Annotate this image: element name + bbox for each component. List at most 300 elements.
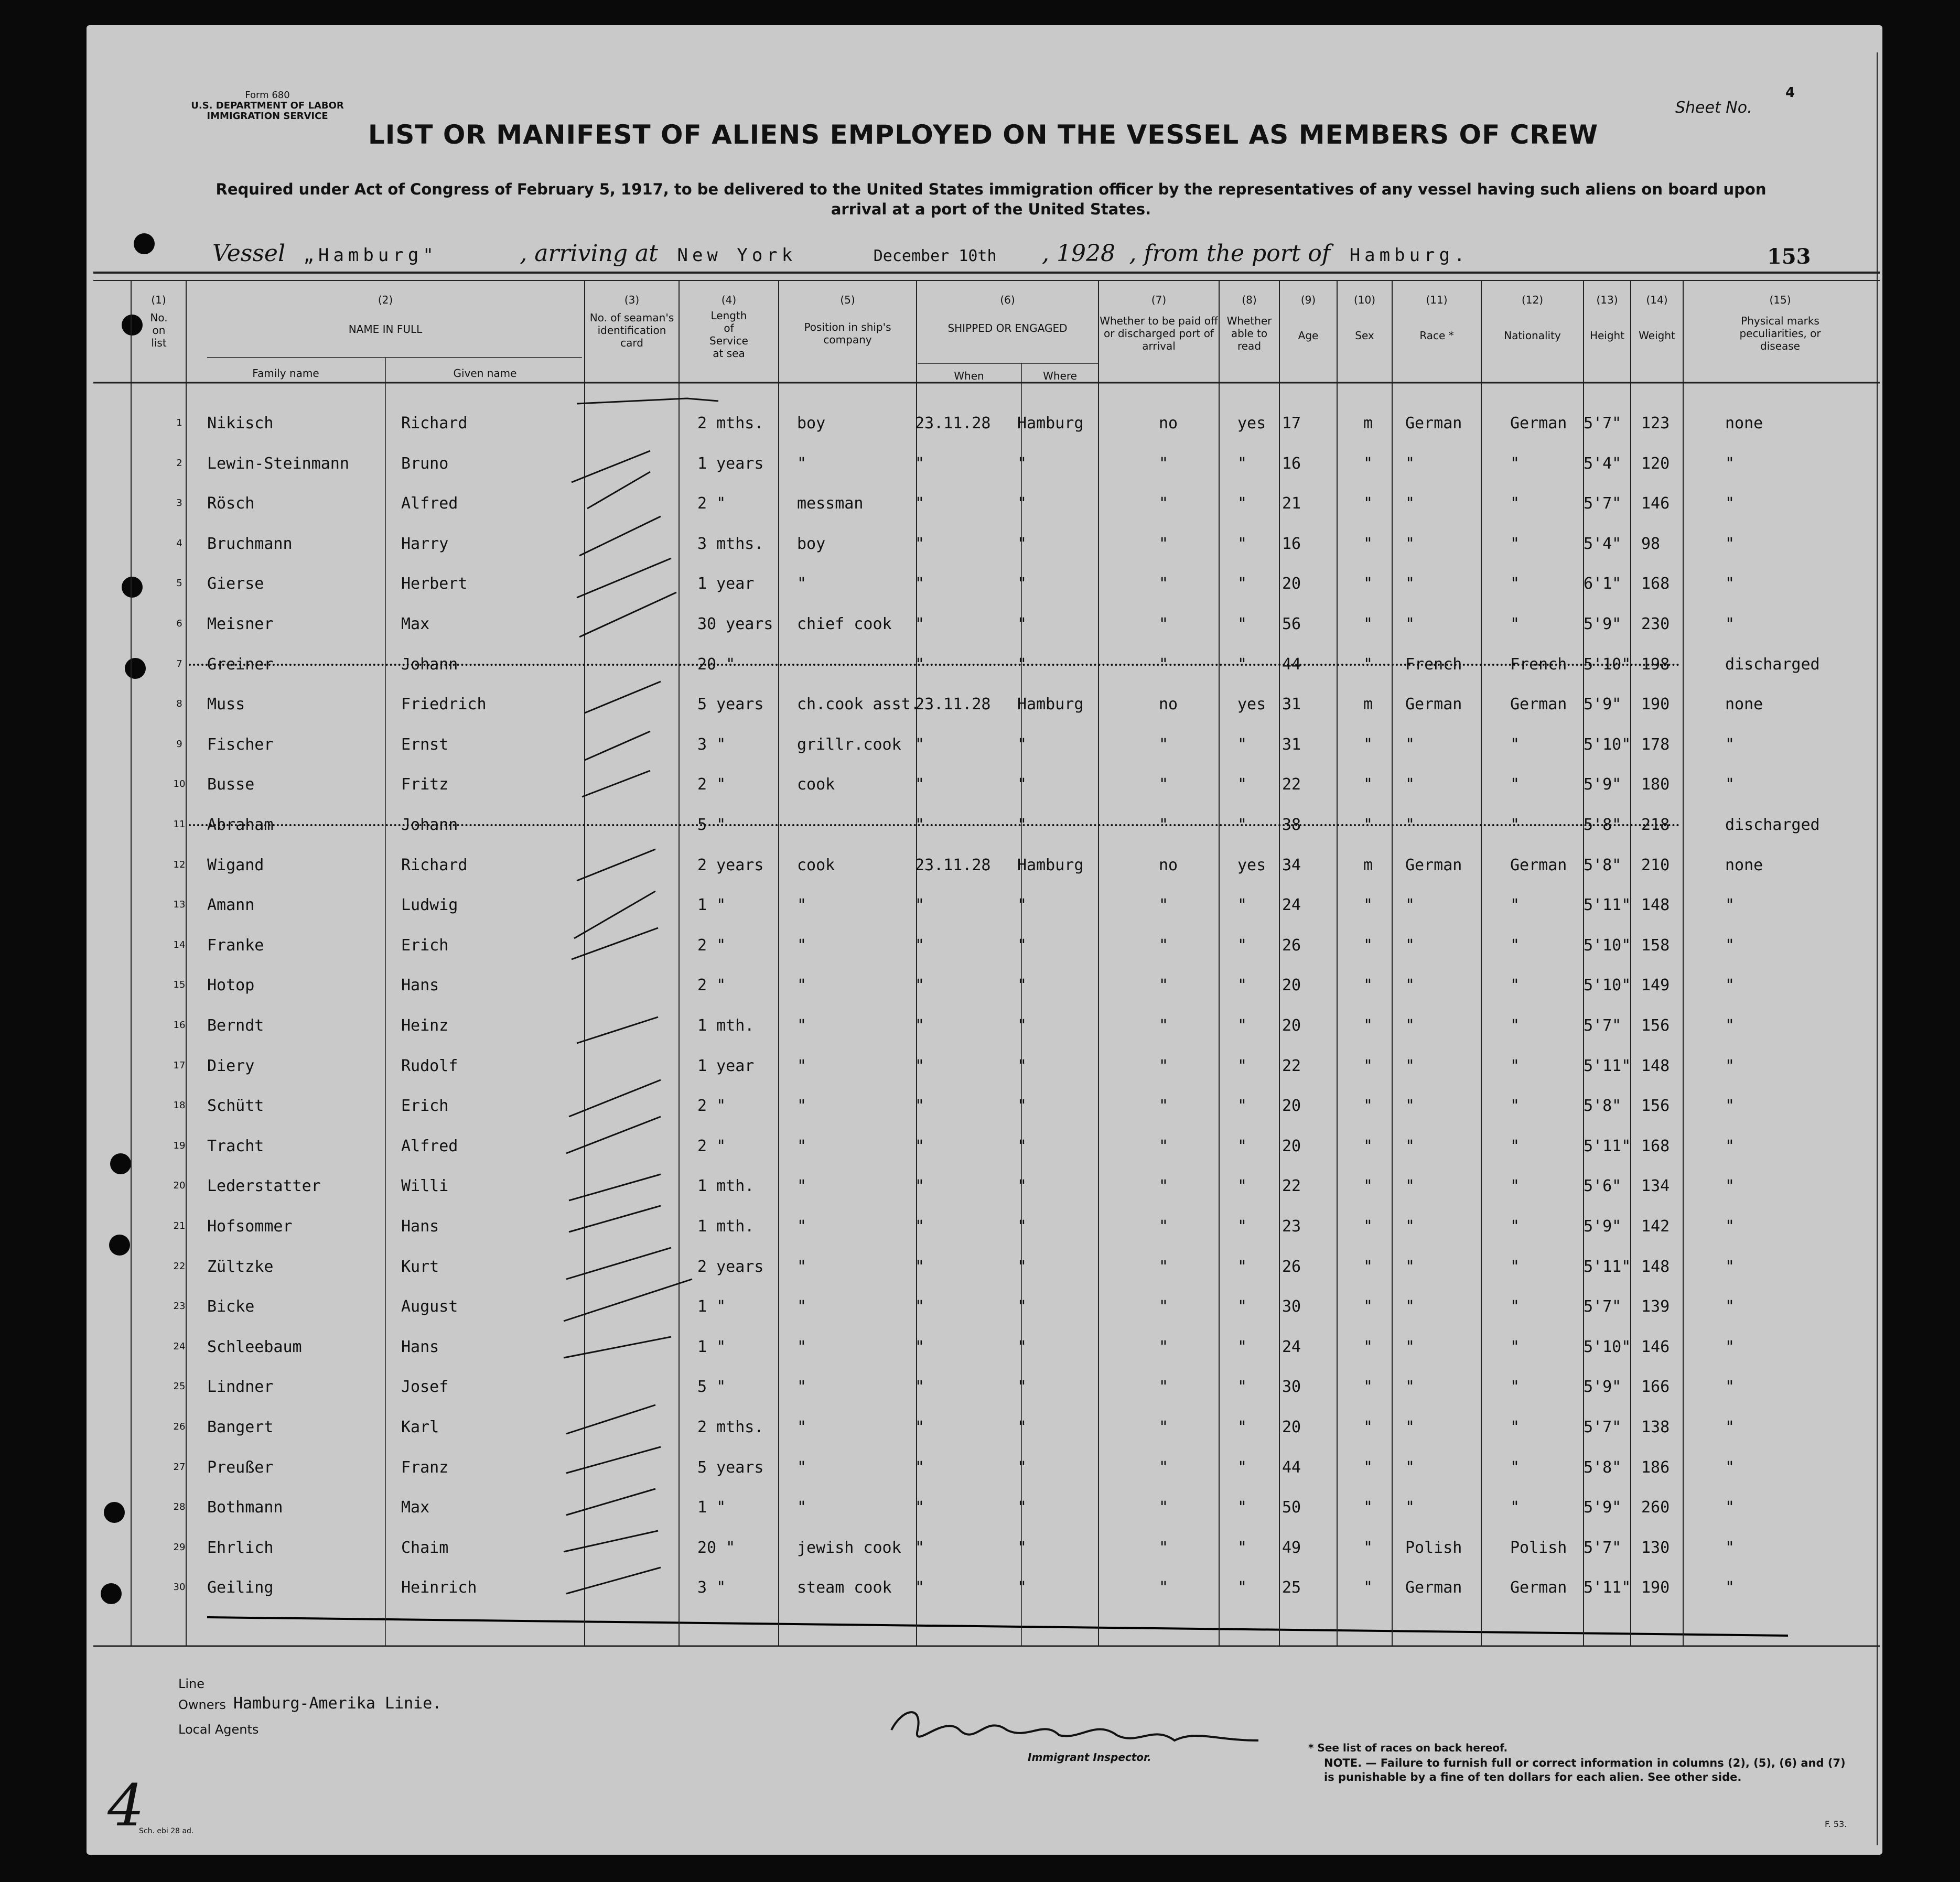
col7-header xyxy=(1099,294,1219,352)
sex-cell: " xyxy=(1363,1338,1373,1356)
able-to-read-cell: " xyxy=(1237,1378,1247,1396)
able-to-read-cell: " xyxy=(1237,494,1247,513)
weight-cell: 146 xyxy=(1641,1338,1670,1356)
shipped-when-cell: " xyxy=(915,936,925,955)
height-cell: 5'10" xyxy=(1584,736,1631,754)
col9-header xyxy=(1279,294,1337,342)
age-cell: 25 xyxy=(1282,1578,1301,1597)
family-name-cell: Rösch xyxy=(207,494,255,513)
service-length-cell: 1 " xyxy=(697,1338,726,1356)
service-length-cell: 2 " xyxy=(697,976,726,994)
sex-cell: " xyxy=(1363,1578,1373,1597)
service-length-cell: 2 " xyxy=(697,494,726,513)
corner-page-number: 4 xyxy=(107,1772,144,1839)
given-name-cell: Kurt xyxy=(401,1258,439,1276)
col9-title: Age xyxy=(1298,329,1319,342)
service-length-cell: 1 year xyxy=(697,575,755,593)
position-cell: " xyxy=(797,1458,807,1477)
race-cell: " xyxy=(1405,1378,1415,1396)
shipped-where-cell: " xyxy=(1017,976,1027,994)
row-number: 21 xyxy=(173,1220,186,1231)
physical-marks-cell: " xyxy=(1725,1338,1735,1356)
age-cell: 20 xyxy=(1282,976,1301,994)
department: U.S. DEPARTMENT OF LABOR xyxy=(191,100,344,111)
given-name-cell: Johann xyxy=(401,655,458,674)
height-cell: 5'11" xyxy=(1584,1578,1631,1597)
physical-marks-cell: " xyxy=(1725,1578,1735,1597)
position-cell: grillr.cook xyxy=(797,736,901,754)
family-name-cell: Greiner xyxy=(207,655,274,674)
nationality-cell: " xyxy=(1510,1137,1520,1155)
col10-header xyxy=(1337,294,1392,342)
able-to-read-cell: " xyxy=(1237,816,1247,834)
shipped-where-cell: " xyxy=(1017,1458,1027,1477)
shipped-where-cell: " xyxy=(1017,494,1027,513)
col1-header xyxy=(131,294,186,349)
paid-off-cell: " xyxy=(1159,976,1169,994)
family-name-cell: Bruchmann xyxy=(207,535,293,553)
physical-marks-cell: " xyxy=(1725,1177,1735,1195)
shipped-where-cell: " xyxy=(1017,1016,1027,1035)
given-name-cell: Max xyxy=(401,615,430,633)
service-length-cell: 3 " xyxy=(697,736,726,754)
sex-cell: " xyxy=(1363,1258,1373,1276)
age-cell: 23 xyxy=(1282,1217,1301,1236)
sex-cell: " xyxy=(1363,1539,1373,1557)
given-name-cell: Chaim xyxy=(401,1539,449,1557)
service-length-cell: 20 " xyxy=(697,1539,736,1557)
service-length-cell: 1 mth. xyxy=(697,1177,755,1195)
physical-marks-cell: " xyxy=(1725,1498,1735,1517)
family-name-cell: Wigand xyxy=(207,856,264,874)
sex-cell: " xyxy=(1363,976,1373,994)
nationality-cell: German xyxy=(1510,856,1567,874)
given-name-cell: Max xyxy=(401,1498,430,1517)
col3-title: No. of seaman's identification card xyxy=(589,311,674,349)
physical-marks-cell: none xyxy=(1725,695,1763,713)
col2-number: (2) xyxy=(378,294,393,306)
position-cell: " xyxy=(797,1177,807,1195)
strikethrough-line xyxy=(189,824,1681,826)
family-name-cell: Ehrlich xyxy=(207,1539,274,1557)
nationality-cell: Polish xyxy=(1510,1539,1567,1557)
nationality-cell: " xyxy=(1510,1057,1520,1075)
race-cell: " xyxy=(1405,1097,1415,1115)
physical-marks-cell: " xyxy=(1725,896,1735,914)
col7-number: (7) xyxy=(1151,294,1167,306)
physical-marks-cell: " xyxy=(1725,455,1735,473)
sex-cell: " xyxy=(1363,1097,1373,1115)
row-number: 18 xyxy=(173,1100,186,1111)
race-cell: " xyxy=(1405,1258,1415,1276)
paid-off-cell: " xyxy=(1159,1016,1169,1035)
shipped-when-cell: " xyxy=(915,1378,925,1396)
row-number: 23 xyxy=(173,1301,186,1312)
nationality-cell: " xyxy=(1510,936,1520,955)
weight-cell: 180 xyxy=(1641,775,1670,794)
race-cell: " xyxy=(1405,615,1415,633)
service-length-cell: 1 " xyxy=(697,1498,726,1517)
weight-cell: 123 xyxy=(1641,414,1670,432)
family-name-cell: Zültzke xyxy=(207,1258,274,1276)
shipped-when-cell: " xyxy=(915,896,925,914)
able-to-read-cell: " xyxy=(1237,896,1247,914)
owners-label: Owners xyxy=(178,1697,226,1712)
physical-marks-cell: " xyxy=(1725,1097,1735,1115)
race-cell: " xyxy=(1405,575,1415,593)
print-code: Sch. ebi 28 ad. xyxy=(139,1827,194,1835)
col2b-title: Given name xyxy=(453,367,517,380)
race-cell: " xyxy=(1405,1177,1415,1195)
family-name-cell: Abraham xyxy=(207,816,274,834)
paid-off-cell: " xyxy=(1159,1578,1169,1597)
position-cell: chief cook xyxy=(797,615,892,633)
height-cell: 5'11" xyxy=(1584,1137,1631,1155)
paid-off-cell: " xyxy=(1159,1177,1169,1195)
shipped-when-cell: " xyxy=(915,1097,925,1115)
shipped-where-cell: " xyxy=(1017,1539,1027,1557)
height-cell: 5'9" xyxy=(1584,615,1622,633)
paid-off-cell: " xyxy=(1159,1297,1169,1316)
family-name-cell: Berndt xyxy=(207,1016,264,1035)
col3-number: (3) xyxy=(624,294,640,306)
row-number: 24 xyxy=(173,1341,186,1352)
service-length-cell: 1 mth. xyxy=(697,1016,755,1035)
sex-cell: " xyxy=(1363,1498,1373,1517)
race-cell: German xyxy=(1405,856,1462,874)
col12-title: Nationality xyxy=(1504,329,1561,342)
year-prefix: , 19 xyxy=(1042,240,1086,267)
family-name-cell: Bothmann xyxy=(207,1498,283,1517)
paid-off-cell: " xyxy=(1159,1137,1169,1155)
position-cell: " xyxy=(797,1097,807,1115)
race-cell: French xyxy=(1405,655,1462,674)
shipped-when-cell: " xyxy=(915,736,925,754)
row-number: 30 xyxy=(173,1582,186,1593)
sex-cell: " xyxy=(1363,936,1373,955)
inspector-label: Immigrant Inspector. xyxy=(1028,1751,1151,1764)
nationality-cell: " xyxy=(1510,775,1520,794)
row-number: 5 xyxy=(176,578,182,589)
position-cell: " xyxy=(797,575,807,593)
nationality-cell: " xyxy=(1510,1016,1520,1035)
family-name-cell: Gierse xyxy=(207,575,264,593)
race-cell: " xyxy=(1405,1297,1415,1316)
paid-off-cell: " xyxy=(1159,535,1169,553)
service-length-cell: 1 " xyxy=(697,1297,726,1316)
age-cell: 44 xyxy=(1282,1458,1301,1477)
sex-cell: m xyxy=(1363,414,1373,432)
shipped-when-cell: " xyxy=(915,615,925,633)
sex-cell: " xyxy=(1363,535,1373,553)
row-number: 16 xyxy=(173,1020,186,1031)
weight-cell: 158 xyxy=(1641,936,1670,955)
service-length-cell: 5 years xyxy=(697,1458,764,1477)
physical-marks-cell: " xyxy=(1725,1057,1735,1075)
physical-marks-cell: " xyxy=(1725,1539,1735,1557)
service-length-cell: 2 mths. xyxy=(697,414,764,432)
physical-marks-cell: discharged xyxy=(1725,816,1820,834)
paid-off-cell: " xyxy=(1159,1057,1169,1075)
physical-marks-cell: " xyxy=(1725,976,1735,994)
family-name-cell: Franke xyxy=(207,936,264,955)
col10-title: Sex xyxy=(1355,329,1374,342)
position-cell: " xyxy=(797,1137,807,1155)
able-to-read-cell: " xyxy=(1237,1338,1247,1356)
shipped-when-cell: 23.11.28 xyxy=(915,695,991,713)
col15-header xyxy=(1683,294,1877,352)
row-number: 10 xyxy=(173,778,186,789)
check-marks xyxy=(564,398,718,1594)
height-cell: 5'11" xyxy=(1584,1057,1631,1075)
shipped-when-cell: " xyxy=(915,1217,925,1236)
height-cell: 5'8" xyxy=(1584,856,1622,874)
able-to-read-cell: " xyxy=(1237,1097,1247,1115)
paid-off-cell: " xyxy=(1159,896,1169,914)
family-name-cell: Lederstatter xyxy=(207,1177,321,1195)
shipped-where-cell: " xyxy=(1017,1297,1027,1316)
height-cell: 5'8" xyxy=(1584,1458,1622,1477)
sex-cell: m xyxy=(1363,695,1373,713)
position-cell: messman xyxy=(797,494,864,513)
sex-cell: " xyxy=(1363,615,1373,633)
shipped-when-cell: " xyxy=(915,976,925,994)
height-cell: 5'9" xyxy=(1584,1217,1622,1236)
position-cell: " xyxy=(797,1338,807,1356)
weight-cell: 166 xyxy=(1641,1378,1670,1396)
paid-off-cell: " xyxy=(1159,1338,1169,1356)
paid-off-cell: " xyxy=(1159,816,1169,834)
nationality-cell: " xyxy=(1510,1378,1520,1396)
service-length-cell: 2 " xyxy=(697,775,726,794)
given-name-cell: Willi xyxy=(401,1177,449,1195)
paid-off-cell: " xyxy=(1159,615,1169,633)
age-cell: 22 xyxy=(1282,1057,1301,1075)
age-cell: 38 xyxy=(1282,816,1301,834)
weight-cell: 210 xyxy=(1641,856,1670,874)
col6-title: SHIPPED OR ENGAGED xyxy=(947,322,1068,334)
age-cell: 31 xyxy=(1282,736,1301,754)
service-length-cell: 1 years xyxy=(697,455,764,473)
service-length-cell: 5 years xyxy=(697,695,764,713)
position-cell: " xyxy=(797,1418,807,1436)
physical-marks-cell: " xyxy=(1725,1378,1735,1396)
given-name-cell: Alfred xyxy=(401,1137,458,1155)
age-cell: 49 xyxy=(1282,1539,1301,1557)
row-number: 20 xyxy=(173,1180,186,1191)
height-cell: 5'9" xyxy=(1584,775,1622,794)
sex-cell: " xyxy=(1363,1137,1373,1155)
paid-off-cell: " xyxy=(1159,1418,1169,1436)
family-name-cell: Tracht xyxy=(207,1137,264,1155)
nationality-cell: " xyxy=(1510,1498,1520,1517)
nationality-cell: " xyxy=(1510,615,1520,633)
physical-marks-cell: " xyxy=(1725,736,1735,754)
physical-marks-cell: " xyxy=(1725,615,1735,633)
sex-cell: " xyxy=(1363,575,1373,593)
nationality-cell: " xyxy=(1510,1297,1520,1316)
weight-cell: 190 xyxy=(1641,695,1670,713)
age-cell: 24 xyxy=(1282,1338,1301,1356)
position-cell: cook xyxy=(797,856,835,874)
inspector-signature xyxy=(891,1712,1258,1740)
shipped-when-cell: " xyxy=(915,816,925,834)
weight-cell: 120 xyxy=(1641,455,1670,473)
col12-number: (12) xyxy=(1521,294,1544,306)
weight-cell: 142 xyxy=(1641,1217,1670,1236)
sex-cell: " xyxy=(1363,655,1373,674)
nationality-cell: " xyxy=(1510,976,1520,994)
row-number: 28 xyxy=(173,1501,186,1512)
able-to-read-cell: " xyxy=(1237,1137,1247,1155)
able-to-read-cell: " xyxy=(1237,976,1247,994)
able-to-read-cell: yes xyxy=(1237,695,1266,713)
age-cell: 16 xyxy=(1282,455,1301,473)
service-length-cell: 1 mth. xyxy=(697,1217,755,1236)
paid-off-cell: " xyxy=(1159,1217,1169,1236)
family-name-cell: Busse xyxy=(207,775,255,794)
shipped-where-cell: " xyxy=(1017,575,1027,593)
col1-number: (1) xyxy=(151,294,166,306)
paid-off-cell: " xyxy=(1159,736,1169,754)
service-length-cell: 3 mths. xyxy=(697,535,764,553)
height-cell: 5'8" xyxy=(1584,1097,1622,1115)
shipped-where-cell: " xyxy=(1017,655,1027,674)
col4-number: (4) xyxy=(721,294,737,306)
col5-number: (5) xyxy=(840,294,855,306)
sex-cell: " xyxy=(1363,1458,1373,1477)
race-cell: " xyxy=(1405,455,1415,473)
given-name-cell: Erich xyxy=(401,1097,449,1115)
family-name-cell: Schütt xyxy=(207,1097,264,1115)
weight-cell: 139 xyxy=(1641,1297,1670,1316)
race-cell: " xyxy=(1405,775,1415,794)
shipped-where-cell: " xyxy=(1017,1137,1027,1155)
nationality-cell: " xyxy=(1510,535,1520,553)
paid-off-cell: " xyxy=(1159,655,1169,674)
race-cell: " xyxy=(1405,896,1415,914)
departure-port: Hamburg. xyxy=(1349,245,1469,266)
weight-cell: 148 xyxy=(1641,1258,1670,1276)
age-cell: 22 xyxy=(1282,1177,1301,1195)
col8-header xyxy=(1219,294,1279,352)
age-cell: 20 xyxy=(1282,1418,1301,1436)
height-cell: 5'10" xyxy=(1584,976,1631,994)
service-length-cell: 1 year xyxy=(697,1057,755,1075)
nationality-cell: " xyxy=(1510,1258,1520,1276)
sex-cell: " xyxy=(1363,1016,1373,1035)
physical-marks-cell: " xyxy=(1725,1217,1735,1236)
age-cell: 20 xyxy=(1282,1016,1301,1035)
arrival-date: December 10th xyxy=(873,247,997,265)
col3-header xyxy=(585,294,679,349)
given-name-cell: Franz xyxy=(401,1458,449,1477)
height-cell: 5'7" xyxy=(1584,1539,1622,1557)
vessel-name: „Hamburg" xyxy=(303,245,438,266)
shipped-when-cell: " xyxy=(915,1057,925,1075)
nationality-cell: German xyxy=(1510,414,1567,432)
nationality-cell: " xyxy=(1510,1418,1520,1436)
col1-title: No. on list xyxy=(150,311,168,349)
shipped-where-cell: " xyxy=(1017,1578,1027,1597)
shipped-when-cell: " xyxy=(915,1539,925,1557)
shipped-when-cell: " xyxy=(915,455,925,473)
physical-marks-cell: " xyxy=(1725,575,1735,593)
position-cell: " xyxy=(797,1057,807,1075)
weight-cell: 260 xyxy=(1641,1498,1670,1517)
service-length-cell: 1 " xyxy=(697,896,726,914)
weight-cell: 168 xyxy=(1641,575,1670,593)
position-cell: " xyxy=(797,1498,807,1517)
race-cell: " xyxy=(1405,1458,1415,1477)
height-cell: 5'9" xyxy=(1584,1378,1622,1396)
races-note: * See list of races on back hereof. xyxy=(1308,1742,1508,1754)
race-cell: " xyxy=(1405,494,1415,513)
row-number: 15 xyxy=(173,979,186,990)
col2-header xyxy=(186,294,585,336)
position-cell: " xyxy=(797,1016,807,1035)
family-name-cell: Lewin-Steinmann xyxy=(207,455,349,473)
height-cell: 5'11" xyxy=(1584,1258,1631,1276)
shipped-where-cell: " xyxy=(1017,816,1027,834)
race-cell: " xyxy=(1405,1498,1415,1517)
race-cell: " xyxy=(1405,816,1415,834)
sex-cell: " xyxy=(1363,736,1373,754)
sex-cell: " xyxy=(1363,1378,1373,1396)
paid-off-cell: no xyxy=(1159,856,1178,874)
shipped-when-cell: " xyxy=(915,575,925,593)
family-name-cell: Amann xyxy=(207,896,255,914)
able-to-read-cell: " xyxy=(1237,1498,1247,1517)
position-cell: boy xyxy=(797,535,826,553)
service-length-cell: 20 " xyxy=(697,655,736,674)
year: 28 xyxy=(1086,240,1116,267)
age-cell: 34 xyxy=(1282,856,1301,874)
form-code: F. 53. xyxy=(1825,1819,1847,1829)
height-cell: 5'9" xyxy=(1584,695,1622,713)
row-number: 27 xyxy=(173,1462,186,1473)
service-length-cell: 2 years xyxy=(697,1258,764,1276)
paid-off-cell: no xyxy=(1159,695,1178,713)
shipped-when-cell: 23.11.28 xyxy=(915,414,991,432)
sex-cell: " xyxy=(1363,1057,1373,1075)
shipped-where-cell: " xyxy=(1017,1217,1027,1236)
nationality-cell: " xyxy=(1510,1097,1520,1115)
col11-title: Race * xyxy=(1419,329,1454,342)
col15-title: Physical marks peculiarities, or disease xyxy=(1739,315,1821,352)
physical-marks-cell: " xyxy=(1725,775,1735,794)
shipped-where-cell: " xyxy=(1017,615,1027,633)
nationality-cell: " xyxy=(1510,896,1520,914)
weight-cell: 168 xyxy=(1641,1137,1670,1155)
shipped-where-cell: " xyxy=(1017,535,1027,553)
sheet-number: 4 xyxy=(1785,85,1795,101)
col4-header xyxy=(679,294,779,360)
position-cell: ch.cook asst. xyxy=(797,695,920,713)
row-number: 3 xyxy=(176,497,182,509)
height-cell: 5'7" xyxy=(1584,494,1622,513)
physical-marks-cell: " xyxy=(1725,535,1735,553)
able-to-read-cell: " xyxy=(1237,1258,1247,1276)
age-cell: 31 xyxy=(1282,695,1301,713)
shipped-where-cell: " xyxy=(1017,1258,1027,1276)
able-to-read-cell: " xyxy=(1237,615,1247,633)
position-cell: steam cook xyxy=(797,1578,892,1597)
height-cell: 5'10" xyxy=(1584,936,1631,955)
able-to-read-cell: " xyxy=(1237,575,1247,593)
given-name-cell: Heinz xyxy=(401,1016,449,1035)
given-name-cell: Richard xyxy=(401,856,468,874)
